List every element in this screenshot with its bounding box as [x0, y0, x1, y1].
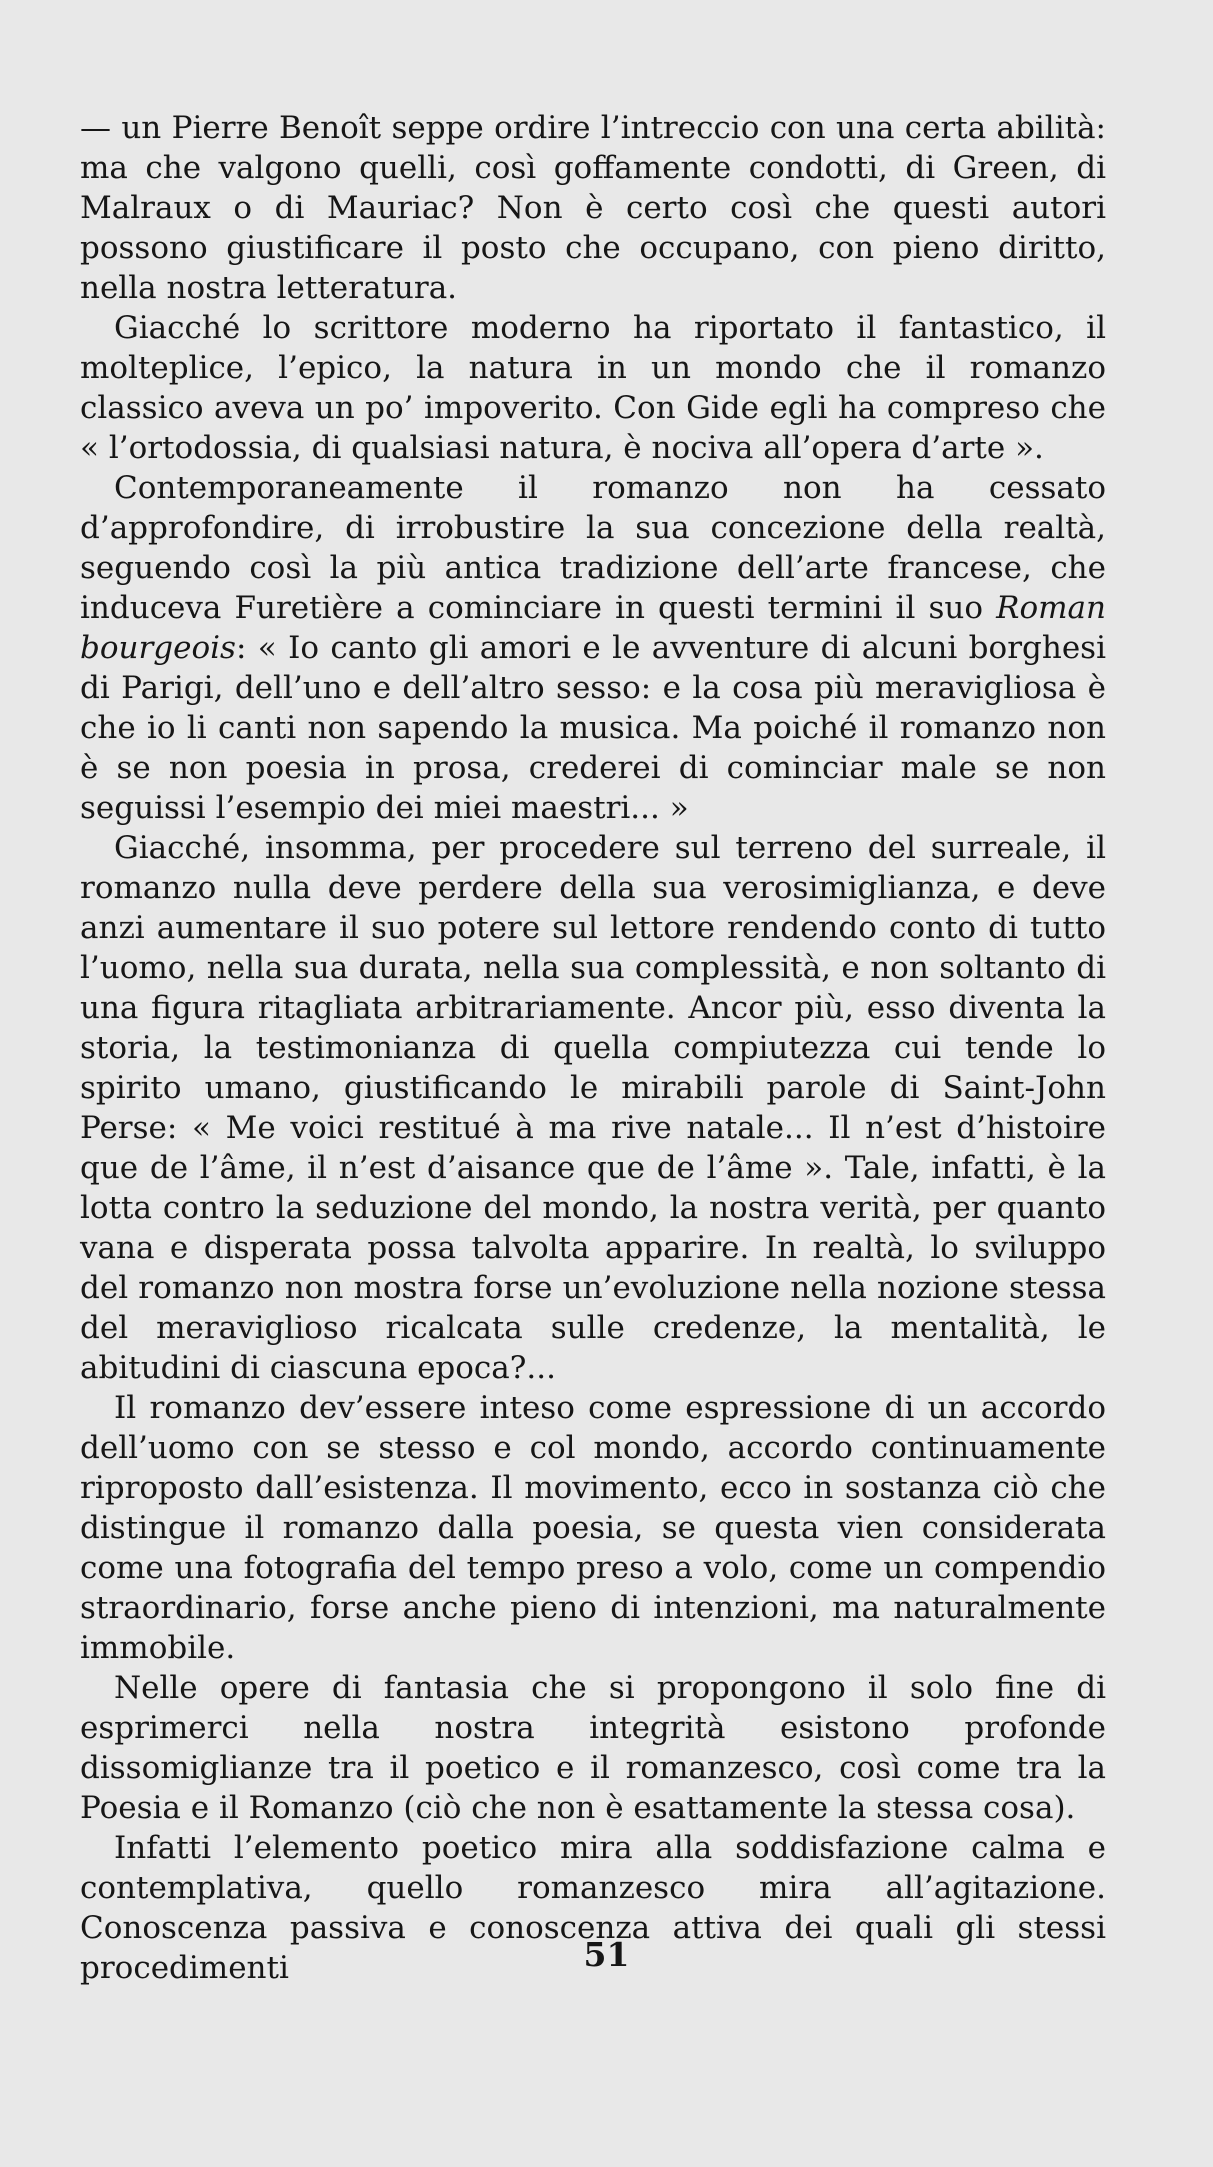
book-title-roman-bourgeois: Roman bourgeois [80, 590, 1106, 666]
paragraph-2: Giacché lo scrittore moderno ha riportato il fantastico, il molteplice, l’epico, la natura in un mondo che il romanzo classico aveva un po’ impoverito. Con Gide egli ha compreso che « l’ortodossia, di qualsiasi natura, è nociva all’opera d’arte ». [80, 310, 1106, 466]
paragraph-1: — un Pierre Benoît seppe ordire l’intreccio con una certa abilità: ma che valgono quelli, così goffamente condotti, di Green, di Malraux o di Mauriac? Non è certo così che questi autori possono giustificare il posto che occupano, con pieno diritto, nella nostra letteratura. [80, 110, 1106, 306]
paragraph-5: Il romanzo dev’essere inteso come espressione di un accordo dell’uomo con se stesso e col mondo, accordo continuamente riproposto dall’esistenza. Il movimento, ecco in sostanza ciò che distingue il romanzo dalla poesia, se questa vien considerata come una fotografia del tempo preso a volo, come un compendio straordinario, forse anche pieno di intenzioni, ma naturalmente immobile. [80, 1390, 1106, 1666]
paragraph-7: Infatti l’elemento poetico mira alla soddisfazione calma e contemplativa, quello romanzesco mira all’agitazione. Conoscenza passiva e conoscenza attiva dei quali gli stessi procedimenti [80, 1830, 1106, 1986]
paragraph-3 [80, 468, 1106, 828]
page-number: 51 [583, 1935, 630, 1974]
paragraph-3-text-after: : « Io canto gli amori e le avventure di alcuni borghesi di Parigi, dell’uno e dell’altro sesso: e la cosa più meravigliosa è che io li canti non sapendo la musica. Ma poiché il romanzo non è se non poesia in prosa, crederei di cominciar male se non seguissi l’esempio dei miei maestri... » [80, 630, 1106, 826]
paragraph-6: Nelle opere di fantasia che si propongono il solo fine di esprimerci nella nostra integrità esistono profonde dissomiglianze tra il poetico e il romanzesco, così come tra la Poesia e il Romanzo (ciò che non è esattamente la stessa cosa). [80, 1670, 1106, 1826]
paragraph-4: Giacché, insomma, per procedere sul terreno del surreale, il romanzo nulla deve perdere della sua verosimiglianza, e deve anzi aumentare il suo potere sul lettore rendendo conto di tutto l’uomo, nella sua durata, nella sua complessità, e non soltanto di una figura ritagliata arbitrariamente. Ancor più, esso diventa la storia, la testimonianza di quella compiutezza cui tende lo spirito umano, giustificando le mirabili parole di Saint-John Perse: « Me voici restitué à ma rive natale... Il n’est d’histoire que de l’âme, il n’est d’aisance que de l’âme ». Tale, infatti, è la lotta contro la seduzione del mondo, la nostra verità, per quanto vana e disperata possa talvolta apparire. In realtà, lo sviluppo del romanzo non mostra forse un’evoluzione nella nozione stessa del meraviglioso ricalcata sulle credenze, la mentalità, le abitudini di ciascuna epoca?... [80, 830, 1106, 1386]
paragraph-3-text-before: Contemporaneamente il romanzo non ha cessato d’approfondire, di irrobustire la sua concezione della realtà, seguendo così la più antica tradizione dell’arte francese, che induceva Furetière a cominciare in questi termini il suo [80, 470, 1106, 626]
body-text [80, 108, 1106, 1988]
